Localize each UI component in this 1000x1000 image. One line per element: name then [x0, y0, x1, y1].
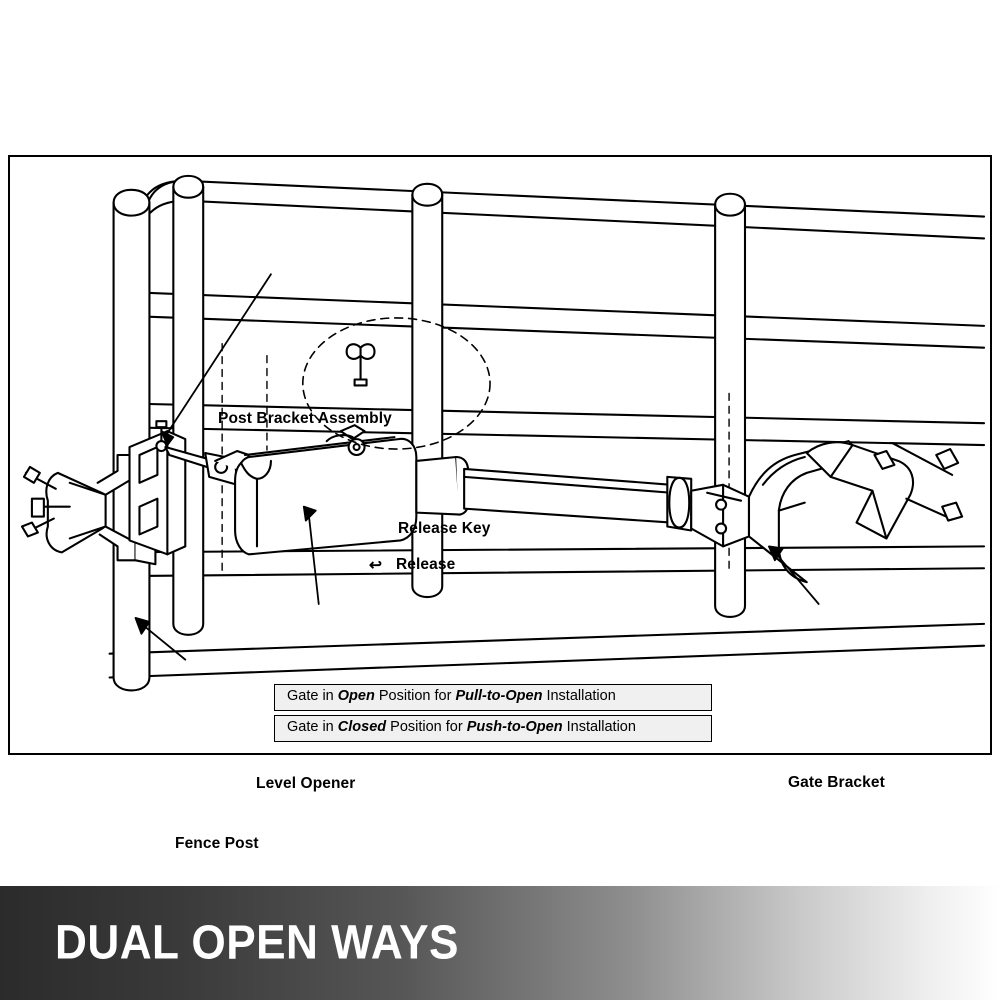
note-open-part-2: Position for [374, 688, 456, 704]
release-arrow-icon [369, 556, 382, 575]
note-open-position [274, 684, 712, 711]
note-open-part-1: Open [337, 688, 375, 704]
note-open-part-0: Gate in [287, 688, 338, 704]
diagram-panel [8, 155, 992, 852]
gate-opener-line-drawing [10, 157, 990, 753]
note-closed-part-0: Gate in [287, 719, 338, 735]
gate-post-left [173, 176, 203, 635]
right-c-clamp [807, 442, 962, 538]
banner-title: DUAL OPEN WAYS [55, 916, 459, 970]
note-closed-position [274, 715, 712, 742]
bottom-banner [0, 886, 1000, 1000]
fence-post-right [715, 194, 745, 617]
note-open-part-4: Installation [542, 688, 616, 704]
note-closed-part-3: Push-to-Open [466, 719, 563, 735]
label-fence-post: Fence Post [175, 835, 259, 852]
release-callout-ellipse [303, 318, 490, 449]
label-post-bracket-assembly: Post Bracket Assembly [218, 410, 392, 427]
note-closed-part-2: Position for [386, 719, 467, 735]
release-arrow-glyph: ↩ [369, 557, 383, 574]
label-level-opener: Level Opener [256, 775, 356, 792]
note-closed-part-1: Closed [337, 719, 387, 735]
label-release-key: Release Key [398, 520, 491, 537]
note-open-part-3: Pull-to-Open [455, 688, 543, 704]
label-gate-bracket: Gate Bracket [788, 774, 885, 791]
fence-rails [110, 181, 984, 678]
release-key-icon [347, 344, 375, 385]
note-closed-part-4: Installation [562, 719, 636, 735]
label-release: Release [396, 556, 456, 573]
